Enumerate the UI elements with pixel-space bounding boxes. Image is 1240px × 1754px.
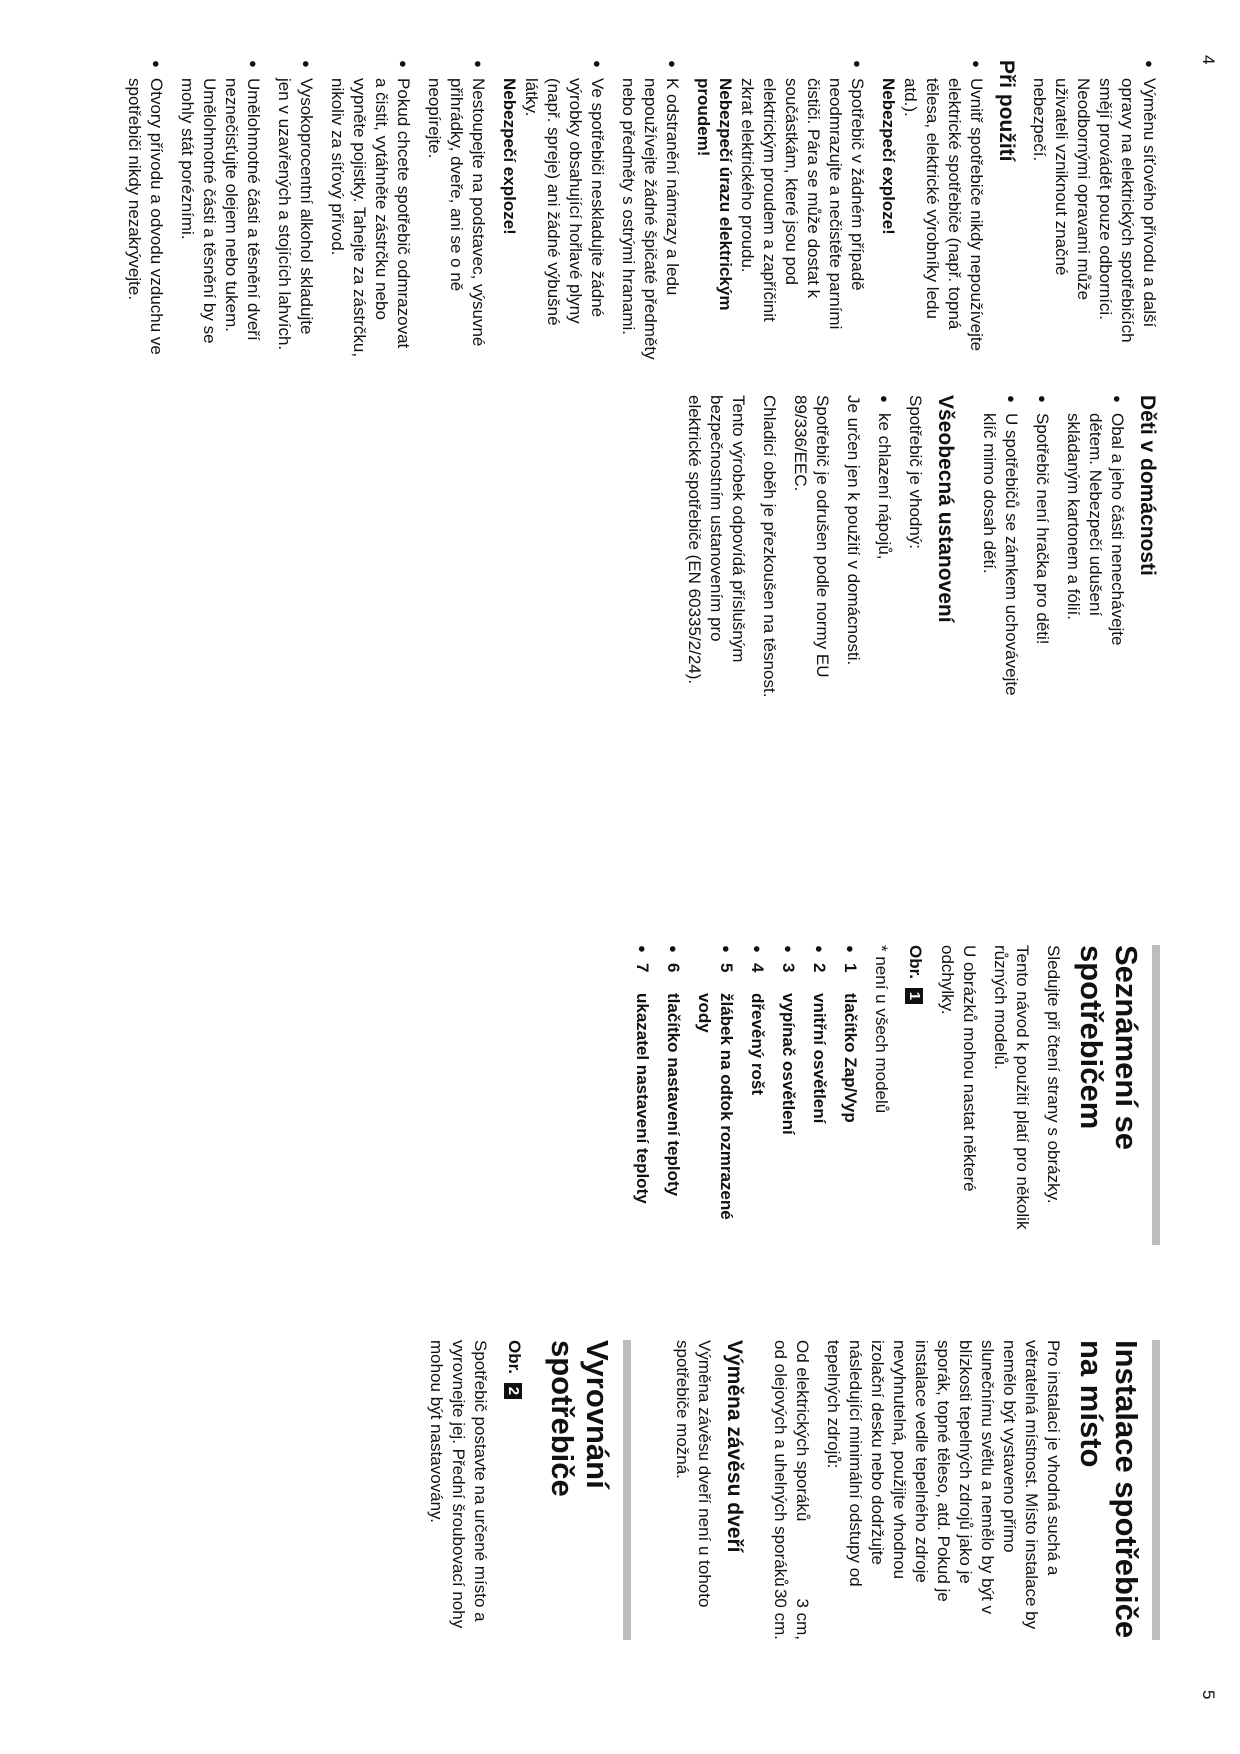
legend-number: ● 7 [633, 963, 652, 973]
distance-row-oil-coal [769, 1340, 791, 1640]
list-item: ● Pokud chcete spotřebič odmrazovat a čistit, vytáhněte zástrčku nebo vypněte pojistky. Tahejte za zástrčku, nikoliv za síťový přívod. [326, 60, 414, 360]
hinge-text: Výměna závěsu dveří není u tohoto spotřebiče možná. [673, 1340, 714, 1608]
children-bullet-list [978, 395, 1128, 700]
legend-item [746, 945, 768, 1245]
figure-legend [631, 945, 861, 1245]
legend-text: dřevěný rošt [748, 993, 767, 1096]
figure-reference [904, 945, 926, 1245]
general-section [683, 395, 958, 700]
legend-number: ● 1 [841, 963, 860, 973]
legend-item [631, 945, 653, 1245]
column-getting-to-know [622, 945, 1160, 1245]
section-heading-vseobecna: Všeobecná ustanovení [934, 395, 957, 623]
intro-bullet: ● Výměnu síťového přívodu a další opravy na elektrických spotřebičích smějí provádět pouze odborníci. Neodbornými opravami může uživateli vzniknout značné nebezpečí. [1028, 60, 1160, 360]
figure-label: Obr. [505, 1340, 524, 1375]
legend-number: ● 2 [810, 963, 829, 973]
intro-list [1028, 60, 1160, 360]
legend-item [693, 945, 737, 1245]
tightness-text: Chladicí oběh je přezkoušen na těsnost. [760, 395, 779, 698]
legend-number: ● 4 [748, 963, 767, 973]
list-item: ● ke chlazení nápojů, [873, 395, 895, 700]
leveling-text: Spotřebič postavte na určené místo a vyrovnejte jej. Přední šroubovací nohy mohou být nastavovány. [427, 1340, 490, 1629]
list-item [692, 60, 868, 360]
page-number-left: 4 [1199, 55, 1218, 65]
legend-text: vnitřní osvětlení [810, 993, 829, 1124]
section-heading-vyrovnani: Vyrovnání spotřebiče [535, 1340, 631, 1640]
section-heading-instalace: Instalace spotřebiče na místo [1064, 1340, 1160, 1640]
list-item: ● Umělohmotné části a těsnění dveří neznečisťujte olejem nebo tukem. Umělohmotné části a těsnění by se mohly stát porézními. [176, 60, 264, 360]
suitable-list [873, 395, 895, 700]
distance-label: Od elektrických sporáků [793, 1340, 812, 1522]
section-heading-seznameni: Seznámení se spotřebičem [1064, 945, 1160, 1245]
intro-text-1: Sledujte při čtení strany s obrázky. [1044, 945, 1063, 1204]
legend-item [662, 945, 684, 1245]
home-only-text: Je určen jen k použití v domácnosti. [844, 395, 863, 666]
distance-value: 30 cm. [771, 1588, 790, 1640]
safety-text: Tento výrobek odpovídá příslušným bezpečnostním ustanovením pro elektrické spotřebiče (EN 60335/2/24). [685, 395, 748, 685]
legend-number: ● 6 [664, 963, 683, 973]
list-item: ● Spotřebič není hračka pro děti! [1031, 395, 1053, 700]
list-item [498, 60, 608, 360]
legend-item [777, 945, 799, 1245]
legend-item [839, 945, 861, 1245]
figure-number-badge: 2 [504, 1383, 522, 1399]
figure-reference [503, 1340, 525, 1640]
section-heading-vymena-zavesu: Výměna závěsu dveří [723, 1340, 746, 1553]
list-item: ● Nestoupejte na podstavec, výsuvné přihrádky, dveře, ani se o ně neopírejte. [423, 60, 489, 360]
installation-text: Pro instalaci je vhodná suchá a větratelná místnost. Místo instalace by nemělo být vystaveno přímo slunečnímu světlu a nemělo by být v blízkosti tepelných zdrojů jako je sporák, topné těleso, atd. Pokud je instalace vedle tepelného zdroje nevyhnutelná, použijte vhodnou izolační desku nebo dodržujte následující minimální odstupy od tepelných zdrojů: [824, 1340, 1063, 1630]
legend-number: ● 5 [717, 963, 736, 973]
legend-text: žlábek na odtok rozmrazené vody [695, 993, 736, 1220]
legend-text: vypínač osvětlení [779, 993, 798, 1135]
distance-row-electric [791, 1340, 813, 1640]
figure-label: Obr. [906, 945, 925, 980]
legend-text: ukazatel nastavení teploty [633, 993, 652, 1204]
legend-text: tlačítko Zap/Vyp [841, 993, 860, 1123]
warning-text: Nebezpečí exploze! [500, 78, 519, 235]
bullet-text: Ve spotřebiči neskladujte žádné výrobky obsahující hořlavé plyny (např. spreje) ani žádné výbušné látky. [522, 78, 607, 326]
column-safety-use [114, 60, 1160, 360]
intro-text-3: U obrázků mohou nastat některé odchylky. [938, 945, 979, 1192]
intro-text-2: Tento návod k použití platí pro několik různých modelů. [991, 945, 1032, 1230]
page-number-right: 5 [1199, 1690, 1218, 1700]
footnote: * není u všech modelů [872, 945, 891, 1114]
suppression-text: Spotřebič je odrušen podle normy EU 89/336/EEC. [791, 395, 832, 678]
warning-text: Nebezpečí úrazu elektrickým proudem! [694, 78, 735, 311]
list-item: ● U spotřebičů se zámkem uchovávejte klíč mimo dosah dětí. [978, 395, 1022, 700]
legend-item [808, 945, 830, 1245]
distance-value: 3 cm, [793, 1598, 812, 1640]
suitable-text: Spotřebič je vhodný: [906, 395, 925, 550]
list-item: ● Vysokoprocentní alkohol skladujte jen v uzavřených a stojících lahvích. [273, 60, 317, 360]
usage-bullet-list [123, 60, 987, 360]
warning-text: Nebezpečí exploze! [879, 78, 898, 235]
section-heading-deti: Děti v domácnosti [1136, 395, 1159, 576]
distance-label: od olejových a uhelných sporáků [771, 1340, 790, 1587]
list-item: ● Otvory přívodu a odvodu vzduchu ve spotřebiči nikdy nezakrývejte. [123, 60, 167, 360]
legend-number: ● 3 [779, 963, 798, 973]
section-heading-pri-pouziti: Při použití [995, 60, 1018, 162]
children-section [978, 395, 1160, 700]
list-item: ● Obal a jeho části nenechávejte dětem. Nebezpečí udušení skládaným kartonem a fólií. [1062, 395, 1128, 700]
legend-text: tlačítko nastavení teploty [664, 993, 683, 1197]
bullet-text: Uvnitř spotřebiče nikdy nepoužívejte elektrické spotřebiče (např. topná tělesa, elektrické výrobníky ledu atd.). [901, 78, 986, 352]
list-item: ● K odstranění námrazy a ledu nepoužívejte žádné špičaté předměty nebo předměty s ostrými hranami. [617, 60, 683, 360]
figure-number-badge: 1 [905, 988, 923, 1004]
list-item [877, 60, 987, 360]
bullet-text: Spotřebič v žádném případě neodmrazujte a nečistěte parními čističi. Pára se může dostat k součástkám, které jsou pod elektrickým proudem a zapříčinit zkrat elektrického proudu. [738, 78, 867, 330]
column-installation [416, 1340, 1160, 1640]
column-children-general [663, 395, 1160, 700]
